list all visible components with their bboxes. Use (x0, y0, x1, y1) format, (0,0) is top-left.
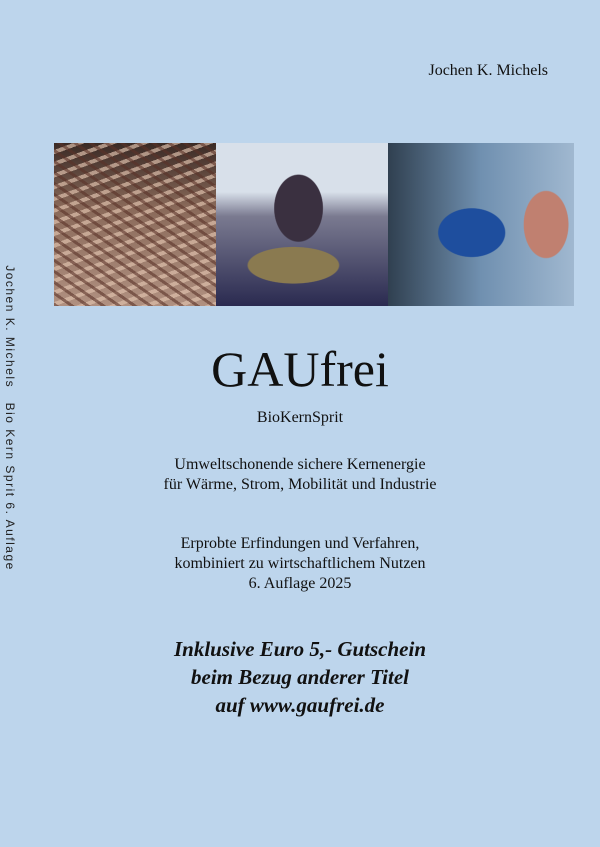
fuel-nozzle-photo (388, 143, 574, 306)
book-title: GAUfrei (211, 341, 389, 397)
spine-text: Jochen K. Michels Bio Kern Sprit 6. Auflage (3, 265, 17, 571)
description (0, 455, 600, 495)
edition-line: 6. Auflage 2025 (248, 575, 352, 592)
reactor-photo (216, 143, 388, 306)
promo-line: auf www.gaufrei.de (215, 693, 385, 717)
promo-line: Inklusive Euro 5,- Gutschein (173, 637, 427, 661)
wood-pile-photo (54, 143, 216, 306)
cover-photo-strip (54, 143, 574, 306)
details-line: Erprobte Erfindungen und Verfahren, (180, 535, 420, 552)
description-line: für Wärme, Strom, Mobilität und Industrie (163, 476, 437, 493)
details (0, 534, 600, 594)
promo-line: beim Bezug anderer Titel (191, 665, 409, 689)
author-name: Jochen K. Michels (428, 62, 548, 79)
promo-text (0, 635, 600, 719)
book-subtitle: BioKernSprit (256, 409, 344, 426)
details-line: kombiniert zu wirtschaftlichem Nutzen (174, 555, 426, 572)
description-line: Umweltschonende sichere Kernenergie (174, 456, 426, 473)
